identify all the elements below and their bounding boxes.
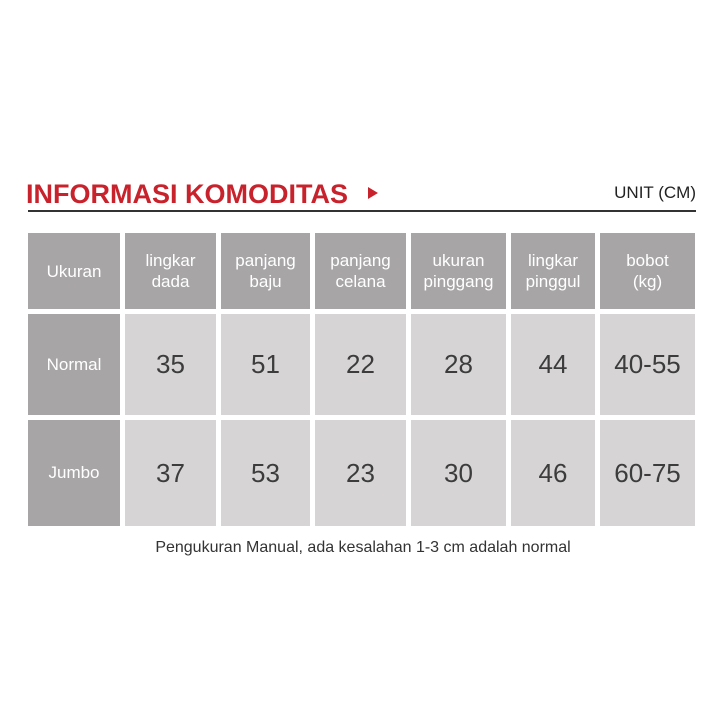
row-label-normal: Normal	[28, 314, 120, 415]
table-cell: 22	[315, 314, 406, 415]
unit-label: UNIT (CM)	[614, 183, 696, 202]
table-cell: 60-75	[600, 420, 695, 526]
column-header-ukuran: Ukuran	[28, 233, 120, 309]
table-cell: 23	[315, 420, 406, 526]
row-label-jumbo: Jumbo	[28, 420, 120, 526]
measurement-note: Pengukuran Manual, ada kesalahan 1-3 cm adalah normal	[155, 539, 571, 556]
column-header-lingkar-dada: lingkar dada	[125, 233, 216, 309]
column-header-ukuran-pinggang: ukuran pinggang	[411, 233, 506, 309]
table-cell: 35	[125, 314, 216, 415]
table-cell: 51	[221, 314, 310, 415]
column-header-panjang-celana: panjang celana	[315, 233, 406, 309]
table-cell: 37	[125, 420, 216, 526]
table-cell: 44	[511, 314, 595, 415]
table-cell: 46	[511, 420, 595, 526]
table-cell: 30	[411, 420, 506, 526]
page-title: INFORMASI KOMODITAS	[26, 179, 348, 209]
table-cell: 28	[411, 314, 506, 415]
table-cell: 40-55	[600, 314, 695, 415]
triangle-right-icon	[368, 187, 378, 199]
column-header-panjang-baju: panjang baju	[221, 233, 310, 309]
table-cell: 53	[221, 420, 310, 526]
column-header-bobot: bobot (kg)	[600, 233, 695, 309]
title-divider	[28, 210, 696, 212]
column-header-lingkar-pinggul: lingkar pinggul	[511, 233, 595, 309]
